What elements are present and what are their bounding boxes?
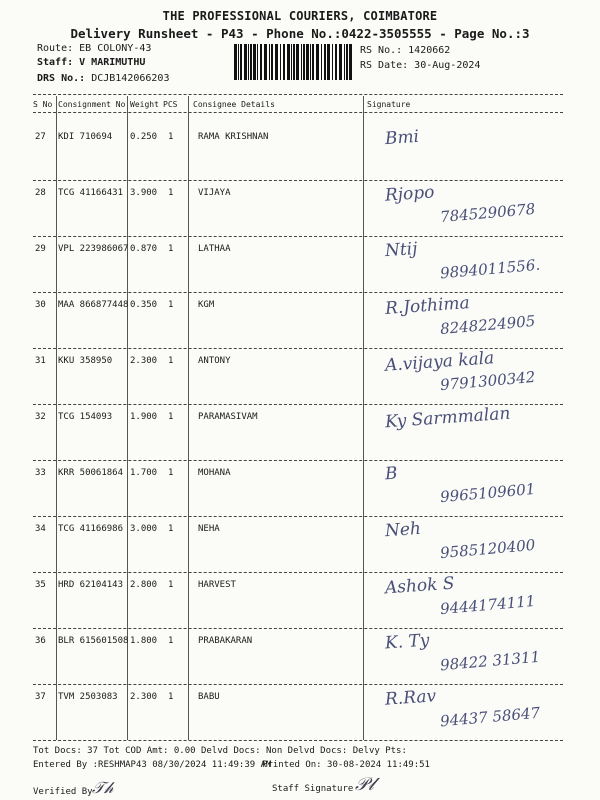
row-weight: 0.870 bbox=[130, 244, 158, 254]
row-weight: 3.900 bbox=[130, 188, 158, 198]
table-row bbox=[0, 236, 600, 292]
row-signature-phone: 9444174111 bbox=[439, 591, 537, 619]
route-label: Route: EB COLONY-43 bbox=[37, 43, 152, 54]
row-pcs: 1 bbox=[168, 244, 174, 254]
row-consignment: TVM 2503083 bbox=[58, 692, 118, 702]
row-consignee: BABU bbox=[198, 692, 220, 702]
row-signature-phone: 7845290678 bbox=[439, 199, 537, 227]
row-consignee: RAMA KRISHNAN bbox=[198, 132, 269, 142]
row-pcs: 1 bbox=[168, 132, 174, 142]
row-consignment: KDI 710694 bbox=[58, 132, 113, 142]
row-signature: Neh bbox=[384, 518, 422, 542]
row-consignment: TCG 154093 bbox=[58, 412, 113, 422]
row-consignment: VPL 223986067 bbox=[58, 244, 129, 254]
verified-by-label: Verified By bbox=[33, 787, 93, 797]
drs-value: DCJB142066203 bbox=[91, 73, 170, 84]
drs-number bbox=[37, 73, 169, 84]
row-pcs: 1 bbox=[168, 580, 174, 590]
row-weight: 1.800 bbox=[130, 636, 158, 646]
row-consignee: PRABAKARAN bbox=[198, 636, 253, 646]
row-sno: 36 bbox=[35, 636, 46, 646]
row-weight: 3.000 bbox=[130, 524, 158, 534]
row-signature-phone: 9791300342 bbox=[439, 367, 537, 395]
row-signature: Ashok S bbox=[384, 573, 456, 599]
row-sno: 31 bbox=[35, 356, 46, 366]
row-consignee: KGM bbox=[198, 300, 215, 310]
table-row bbox=[0, 180, 600, 236]
table-row bbox=[0, 292, 600, 348]
row-pcs: 1 bbox=[168, 692, 174, 702]
table-row bbox=[0, 516, 600, 572]
row-sno: 30 bbox=[35, 300, 46, 310]
row-signature: Ntij bbox=[384, 238, 419, 262]
row-consignee: LATHAA bbox=[198, 244, 231, 254]
row-weight: 2.300 bbox=[130, 356, 158, 366]
rs-number: RS No.: 1420662 bbox=[360, 45, 451, 56]
barcode bbox=[234, 44, 352, 80]
col-consignment: Consignment No bbox=[58, 100, 126, 109]
row-consignment: BLR 615601508 bbox=[58, 636, 129, 646]
row-consignment: TCG 41166986 bbox=[58, 524, 124, 534]
row-sno: 35 bbox=[35, 580, 46, 590]
row-weight: 0.350 bbox=[130, 300, 158, 310]
row-signature-phone: 9965109601 bbox=[439, 479, 537, 507]
rs-date: RS Date: 30-Aug-2024 bbox=[360, 60, 481, 71]
drs-label: DRS No.: bbox=[37, 73, 86, 84]
row-signature: Bmi bbox=[384, 126, 420, 150]
totals-line: Tot Docs: 37 Tot COD Amt: 0.00 Delvd Docs: Non Delvd Docs: Delvy Pts: bbox=[33, 746, 407, 756]
row-signature: A.vijaya kala bbox=[384, 348, 495, 376]
row-consignment: KRR 50061864 bbox=[58, 468, 124, 478]
row-consignment: TCG 41166431 bbox=[58, 188, 124, 198]
table-row bbox=[0, 404, 600, 460]
row-weight: 1.900 bbox=[130, 412, 158, 422]
staff-signature-label: Staff Signature bbox=[272, 784, 354, 794]
col-consignee: Consignee Details bbox=[193, 100, 275, 109]
row-sno: 29 bbox=[35, 244, 46, 254]
row-signature: B bbox=[384, 463, 399, 485]
row-sno: 32 bbox=[35, 412, 46, 422]
table-row bbox=[0, 684, 600, 740]
table-row bbox=[0, 348, 600, 404]
row-pcs: 1 bbox=[168, 188, 174, 198]
verified-signature-icon: 𝒯𝒽 bbox=[92, 778, 114, 797]
row-signature-phone: 9894011556. bbox=[439, 255, 541, 283]
staff-label: Staff: V MARIMUTHU bbox=[37, 57, 146, 68]
row-sno: 37 bbox=[35, 692, 46, 702]
row-weight: 1.700 bbox=[130, 468, 158, 478]
row-signature: R.Jothima bbox=[384, 293, 471, 319]
row-pcs: 1 bbox=[168, 356, 174, 366]
row-signature: R.Rav bbox=[384, 686, 437, 710]
row-pcs: 1 bbox=[168, 524, 174, 534]
runsheet-subtitle: Delivery Runsheet - P43 - Phone No.:0422-3505555 - Page No.:3 bbox=[70, 26, 530, 41]
row-pcs: 1 bbox=[168, 636, 174, 646]
table-row bbox=[0, 460, 600, 516]
row-consignee: NEHA bbox=[198, 524, 220, 534]
row-consignee: ANTONY bbox=[198, 356, 231, 366]
row-consignee: VIJAYA bbox=[198, 188, 231, 198]
row-signature-phone: 98422 31311 bbox=[439, 647, 541, 675]
company-title: THE PROFESSIONAL COURIERS, COIMBATORE bbox=[162, 9, 438, 23]
row-consignment: HRD 62104143 bbox=[58, 580, 124, 590]
row-consignment: MAA 866877448 bbox=[58, 300, 129, 310]
row-consignee: MOHANA bbox=[198, 468, 231, 478]
row-weight: 2.300 bbox=[130, 692, 158, 702]
entered-by: Entered By :RESHMAP43 08/30/2024 11:49:39 AM bbox=[33, 760, 272, 770]
row-sno: 27 bbox=[35, 132, 46, 142]
row-consignee: PARAMASIVAM bbox=[198, 412, 258, 422]
row-signature-phone: 9585120400 bbox=[439, 535, 537, 563]
col-pcs: PCS bbox=[163, 100, 178, 109]
col-sno: S No bbox=[33, 100, 53, 109]
table-row bbox=[0, 124, 600, 180]
row-weight: 0.250 bbox=[130, 132, 158, 142]
row-pcs: 1 bbox=[168, 468, 174, 478]
row-signature: K. Ty bbox=[384, 630, 431, 654]
printed-on: Printed On: 30-08-2024 11:49:51 bbox=[262, 760, 430, 770]
table-row bbox=[0, 628, 600, 684]
row-consignment: KKU 358950 bbox=[58, 356, 113, 366]
header-rule-bottom bbox=[33, 112, 563, 113]
table-row bbox=[0, 572, 600, 628]
row-signature: Rjopo bbox=[384, 182, 436, 206]
header-rule-top bbox=[33, 94, 563, 95]
col-signature: Signature bbox=[367, 100, 411, 109]
row-sno: 33 bbox=[35, 468, 46, 478]
row-divider bbox=[33, 740, 563, 741]
row-signature-phone: 94437 58647 bbox=[439, 703, 541, 731]
col-weight: Weight bbox=[130, 100, 159, 109]
staff-signature-icon: 𝒫𝓁 bbox=[355, 774, 374, 795]
row-weight: 2.800 bbox=[130, 580, 158, 590]
row-signature-phone: 8248224905 bbox=[439, 311, 537, 339]
row-pcs: 1 bbox=[168, 300, 174, 310]
row-sno: 34 bbox=[35, 524, 46, 534]
row-pcs: 1 bbox=[168, 412, 174, 422]
row-consignee: HARVEST bbox=[198, 580, 236, 590]
row-signature: Ky Sarmmalan bbox=[384, 403, 511, 433]
row-sno: 28 bbox=[35, 188, 46, 198]
